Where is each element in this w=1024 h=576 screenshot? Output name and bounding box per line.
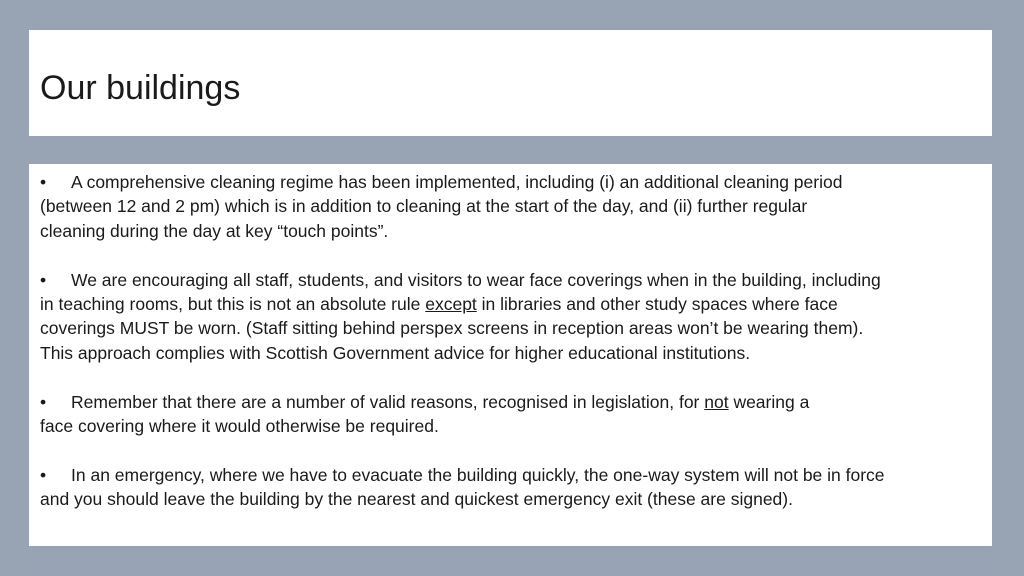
bullet-icon: • [40, 172, 47, 192]
bullet-line [40, 463, 992, 487]
bullet-text: cleaning during the day at key “touch points”. [40, 220, 389, 241]
bullet-icon: • [40, 464, 47, 485]
bullet-text: face covering where it would otherwise be required. [40, 416, 439, 437]
bullet-line [40, 390, 992, 414]
bullet-line [40, 170, 992, 194]
bullet-icon: • [40, 391, 47, 412]
bullet-valid-reasons [40, 390, 992, 439]
bullet-cleaning-regime [40, 170, 992, 243]
bullet-icon: • [40, 269, 47, 290]
bullet-text: in teaching rooms, but this is not an absolute rule [40, 294, 426, 315]
bullet-text: wearing a [728, 391, 810, 412]
bullet-text: We are encouraging all staff, students, and visitors to wear face coverings when in the building, including [71, 269, 881, 290]
bullet-text: Remember that there are a number of valid reasons, recognised in legislation, for [71, 391, 705, 412]
bullet-text: (between 12 and 2 pm) which is in addition to cleaning at the start of the day, and (ii) further regular [40, 196, 808, 217]
bullet-line [40, 268, 992, 292]
bullet-text: In an emergency, where we have to evacuate the building quickly, the one-way system will not be in force [71, 464, 885, 485]
bullet-text: coverings MUST be worn. (Staff sitting behind perspex screens in reception areas won’t be wearing them). [40, 318, 864, 339]
bullet-emergency [40, 463, 992, 512]
bullet-text: This approach complies with Scottish Government advice for higher educational institutions. [40, 342, 751, 363]
underlined-word: not [704, 391, 729, 412]
bullet-face-coverings [40, 268, 992, 366]
title-panel [29, 30, 992, 136]
underlined-word: except [425, 294, 477, 315]
page-title: Our buildings [40, 69, 241, 107]
bullet-line [40, 292, 992, 316]
content-panel [29, 164, 992, 546]
bullet-list [40, 170, 992, 536]
bullet-text: A comprehensive cleaning regime has been implemented, including (i) an additional cleaning period [71, 172, 843, 192]
bullet-text: in libraries and other study spaces where face [476, 294, 838, 315]
bullet-text: and you should leave the building by the nearest and quickest emergency exit (these are signed). [40, 489, 793, 510]
